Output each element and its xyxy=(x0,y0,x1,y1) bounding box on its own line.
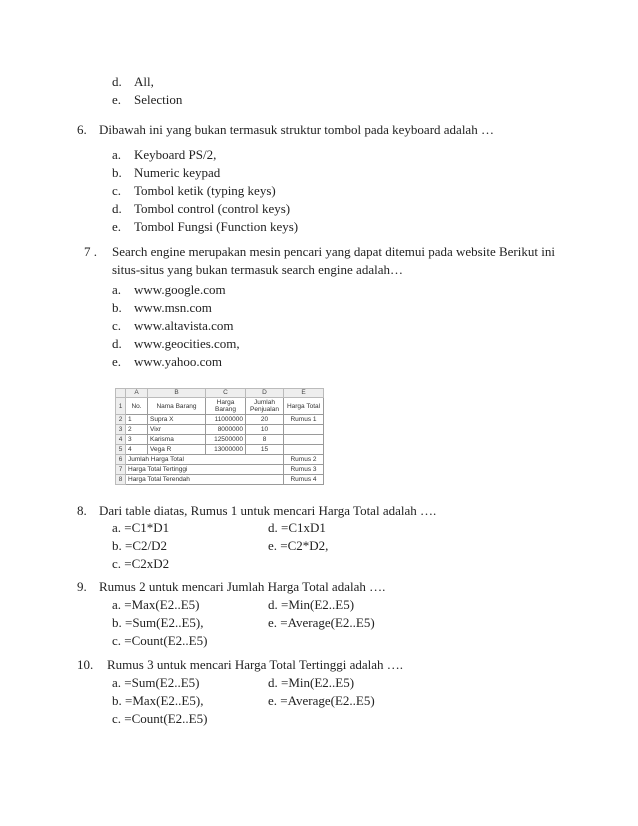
option-text: Tombol control (control keys) xyxy=(134,201,291,216)
option-letter: d. xyxy=(112,336,122,351)
column-letter: D xyxy=(246,389,284,398)
table-row xyxy=(116,445,324,455)
spreadsheet-image xyxy=(115,388,349,484)
option-text: Keyboard PS/2, xyxy=(134,147,217,162)
option-text: Tombol ketik (typing keys) xyxy=(134,183,276,198)
q9-option-e: e. =Average(E2..E5) xyxy=(268,615,375,630)
summary-value: Rumus 2 xyxy=(284,455,324,465)
column-letter: E xyxy=(284,389,324,398)
question-text: Rumus 2 untuk mencari Jumlah Harga Total adalah …. xyxy=(99,579,386,594)
q8-option-b: b. =C2/D2 xyxy=(112,538,168,553)
summary-label: Jumlah Harga Total xyxy=(126,455,284,465)
q10-option-c: c. =Count(E2..E5) xyxy=(112,711,208,726)
header-cell: Nama Barang xyxy=(148,398,206,415)
q8-option-e: e. =C2*D2, xyxy=(268,538,329,553)
summary-value: Rumus 4 xyxy=(284,475,324,485)
column-letter-row xyxy=(116,389,324,398)
q7-option-a xyxy=(112,282,226,298)
option-letter: a. xyxy=(112,147,122,162)
cell-no: 3 xyxy=(126,435,148,445)
option-text: Tombol Fungsi (Function keys) xyxy=(134,219,299,234)
table-row xyxy=(116,425,324,435)
option-letter: b. xyxy=(112,300,122,315)
q10-option-d: d. =Min(E2..E5) xyxy=(268,675,355,690)
q5-option-d xyxy=(112,74,154,90)
option-letter: e. xyxy=(112,354,122,369)
column-letter: B xyxy=(148,389,206,398)
option-text: www.msn.com xyxy=(134,300,212,315)
row-number: 6 xyxy=(116,455,126,465)
option-letter: e. xyxy=(112,219,122,234)
row-number: 2 xyxy=(116,415,126,425)
option-letter: d. xyxy=(112,74,122,89)
cell-price: 12500000 xyxy=(206,435,246,445)
option-text: Numeric keypad xyxy=(134,165,221,180)
q7-option-c xyxy=(112,318,234,334)
option-text: Selection xyxy=(134,92,183,107)
summary-row xyxy=(116,455,324,465)
question-text: situs-situs yang bukan termasuk search engine adalah… xyxy=(112,262,403,277)
question-number: 10. xyxy=(77,657,94,672)
q8-option-d: d. =C1xD1 xyxy=(268,520,326,535)
q6-question xyxy=(77,122,494,138)
q6-option-c xyxy=(112,183,276,199)
option-letter: b. xyxy=(112,165,122,180)
cell-name: Vega R xyxy=(148,445,206,455)
option-text: www.geocities.com, xyxy=(134,336,240,351)
header-row xyxy=(116,398,324,415)
cell-no: 4 xyxy=(126,445,148,455)
q7-option-b xyxy=(112,300,212,316)
question-number: 6. xyxy=(77,122,87,137)
cell-price: 8000000 xyxy=(206,425,246,435)
question-number: 7 . xyxy=(84,244,97,259)
row-number: 8 xyxy=(116,475,126,485)
row-number: 4 xyxy=(116,435,126,445)
question-number: 9. xyxy=(77,579,87,594)
column-letter xyxy=(116,389,126,398)
row-number: 1 xyxy=(116,398,126,415)
cell-no: 2 xyxy=(126,425,148,435)
cell-name: Vixr xyxy=(148,425,206,435)
option-letter: c. xyxy=(112,183,122,198)
q7-question xyxy=(84,244,555,260)
summary-label: Harga Total Terendah xyxy=(126,475,284,485)
question-number: 8. xyxy=(77,503,87,518)
cell-qty: 10 xyxy=(246,425,284,435)
cell-total xyxy=(284,425,324,435)
cell-qty: 20 xyxy=(246,415,284,425)
q9-option-d: d. =Min(E2..E5) xyxy=(268,597,355,612)
column-letter: C xyxy=(206,389,246,398)
header-cell: Harga Barang xyxy=(206,398,246,415)
cell-name: Karisma xyxy=(148,435,206,445)
cell-qty: 15 xyxy=(246,445,284,455)
column-letter: A xyxy=(126,389,148,398)
question-text: Dibawah ini yang bukan termasuk struktur tombol pada keyboard adalah … xyxy=(99,122,494,137)
cell-price: 13000000 xyxy=(206,445,246,455)
row-number: 7 xyxy=(116,465,126,475)
option-letter: c. xyxy=(112,318,122,333)
cell-qty: 8 xyxy=(246,435,284,445)
q9-option-b: b. =Sum(E2..E5), xyxy=(112,615,204,630)
table-row xyxy=(116,415,324,425)
question-text: Dari table diatas, Rumus 1 untuk mencari Harga Total adalah …. xyxy=(99,503,437,518)
q10-option-b: b. =Max(E2..E5), xyxy=(112,693,204,708)
summary-label: Harga Total Tertinggi xyxy=(126,465,284,475)
summary-row xyxy=(116,465,324,475)
header-cell: Harga Total xyxy=(284,398,324,415)
summary-value: Rumus 3 xyxy=(284,465,324,475)
option-text: www.altavista.com xyxy=(134,318,234,333)
row-number: 5 xyxy=(116,445,126,455)
cell-price: 11000000 xyxy=(206,415,246,425)
option-letter: d. xyxy=(112,201,122,216)
option-text: www.yahoo.com xyxy=(134,354,222,369)
q5-option-e xyxy=(112,92,182,108)
question-text: Rumus 3 untuk mencari Harga Total Tertinggi adalah …. xyxy=(107,657,404,672)
option-letter: e. xyxy=(112,92,122,107)
q6-option-d xyxy=(112,201,290,217)
q8-question xyxy=(77,503,436,519)
q9-question xyxy=(77,579,385,595)
q9-option-a: a. =Max(E2..E5) xyxy=(112,597,200,612)
option-text: All, xyxy=(134,74,154,89)
q7-option-d xyxy=(112,336,240,352)
option-text: www.google.com xyxy=(134,282,226,297)
question-text: Search engine merupakan mesin pencari yang dapat ditemui pada website Berikut ini xyxy=(112,244,555,259)
cell-total xyxy=(284,445,324,455)
row-number: 3 xyxy=(116,425,126,435)
q7-option-e xyxy=(112,354,222,370)
q9-option-c: c. =Count(E2..E5) xyxy=(112,633,208,648)
q6-option-e xyxy=(112,219,298,235)
header-cell: Jumlah Penjualan xyxy=(246,398,284,415)
q10-option-a: a. =Sum(E2..E5) xyxy=(112,675,200,690)
cell-name: Supra X xyxy=(148,415,206,425)
sales-table xyxy=(115,388,324,485)
cell-total: Rumus 1 xyxy=(284,415,324,425)
q7-question-cont xyxy=(112,262,403,278)
option-letter: a. xyxy=(112,282,122,297)
q8-option-a: a. =C1*D1 xyxy=(112,520,170,535)
q10-option-e: e. =Average(E2..E5) xyxy=(268,693,375,708)
table-row xyxy=(116,435,324,445)
q6-option-b xyxy=(112,165,220,181)
q6-option-a xyxy=(112,147,216,163)
q10-question xyxy=(77,657,403,673)
cell-no: 1 xyxy=(126,415,148,425)
cell-total xyxy=(284,435,324,445)
summary-row xyxy=(116,475,324,485)
header-cell: No. xyxy=(126,398,148,415)
q8-option-c: c. =C2xD2 xyxy=(112,556,170,571)
